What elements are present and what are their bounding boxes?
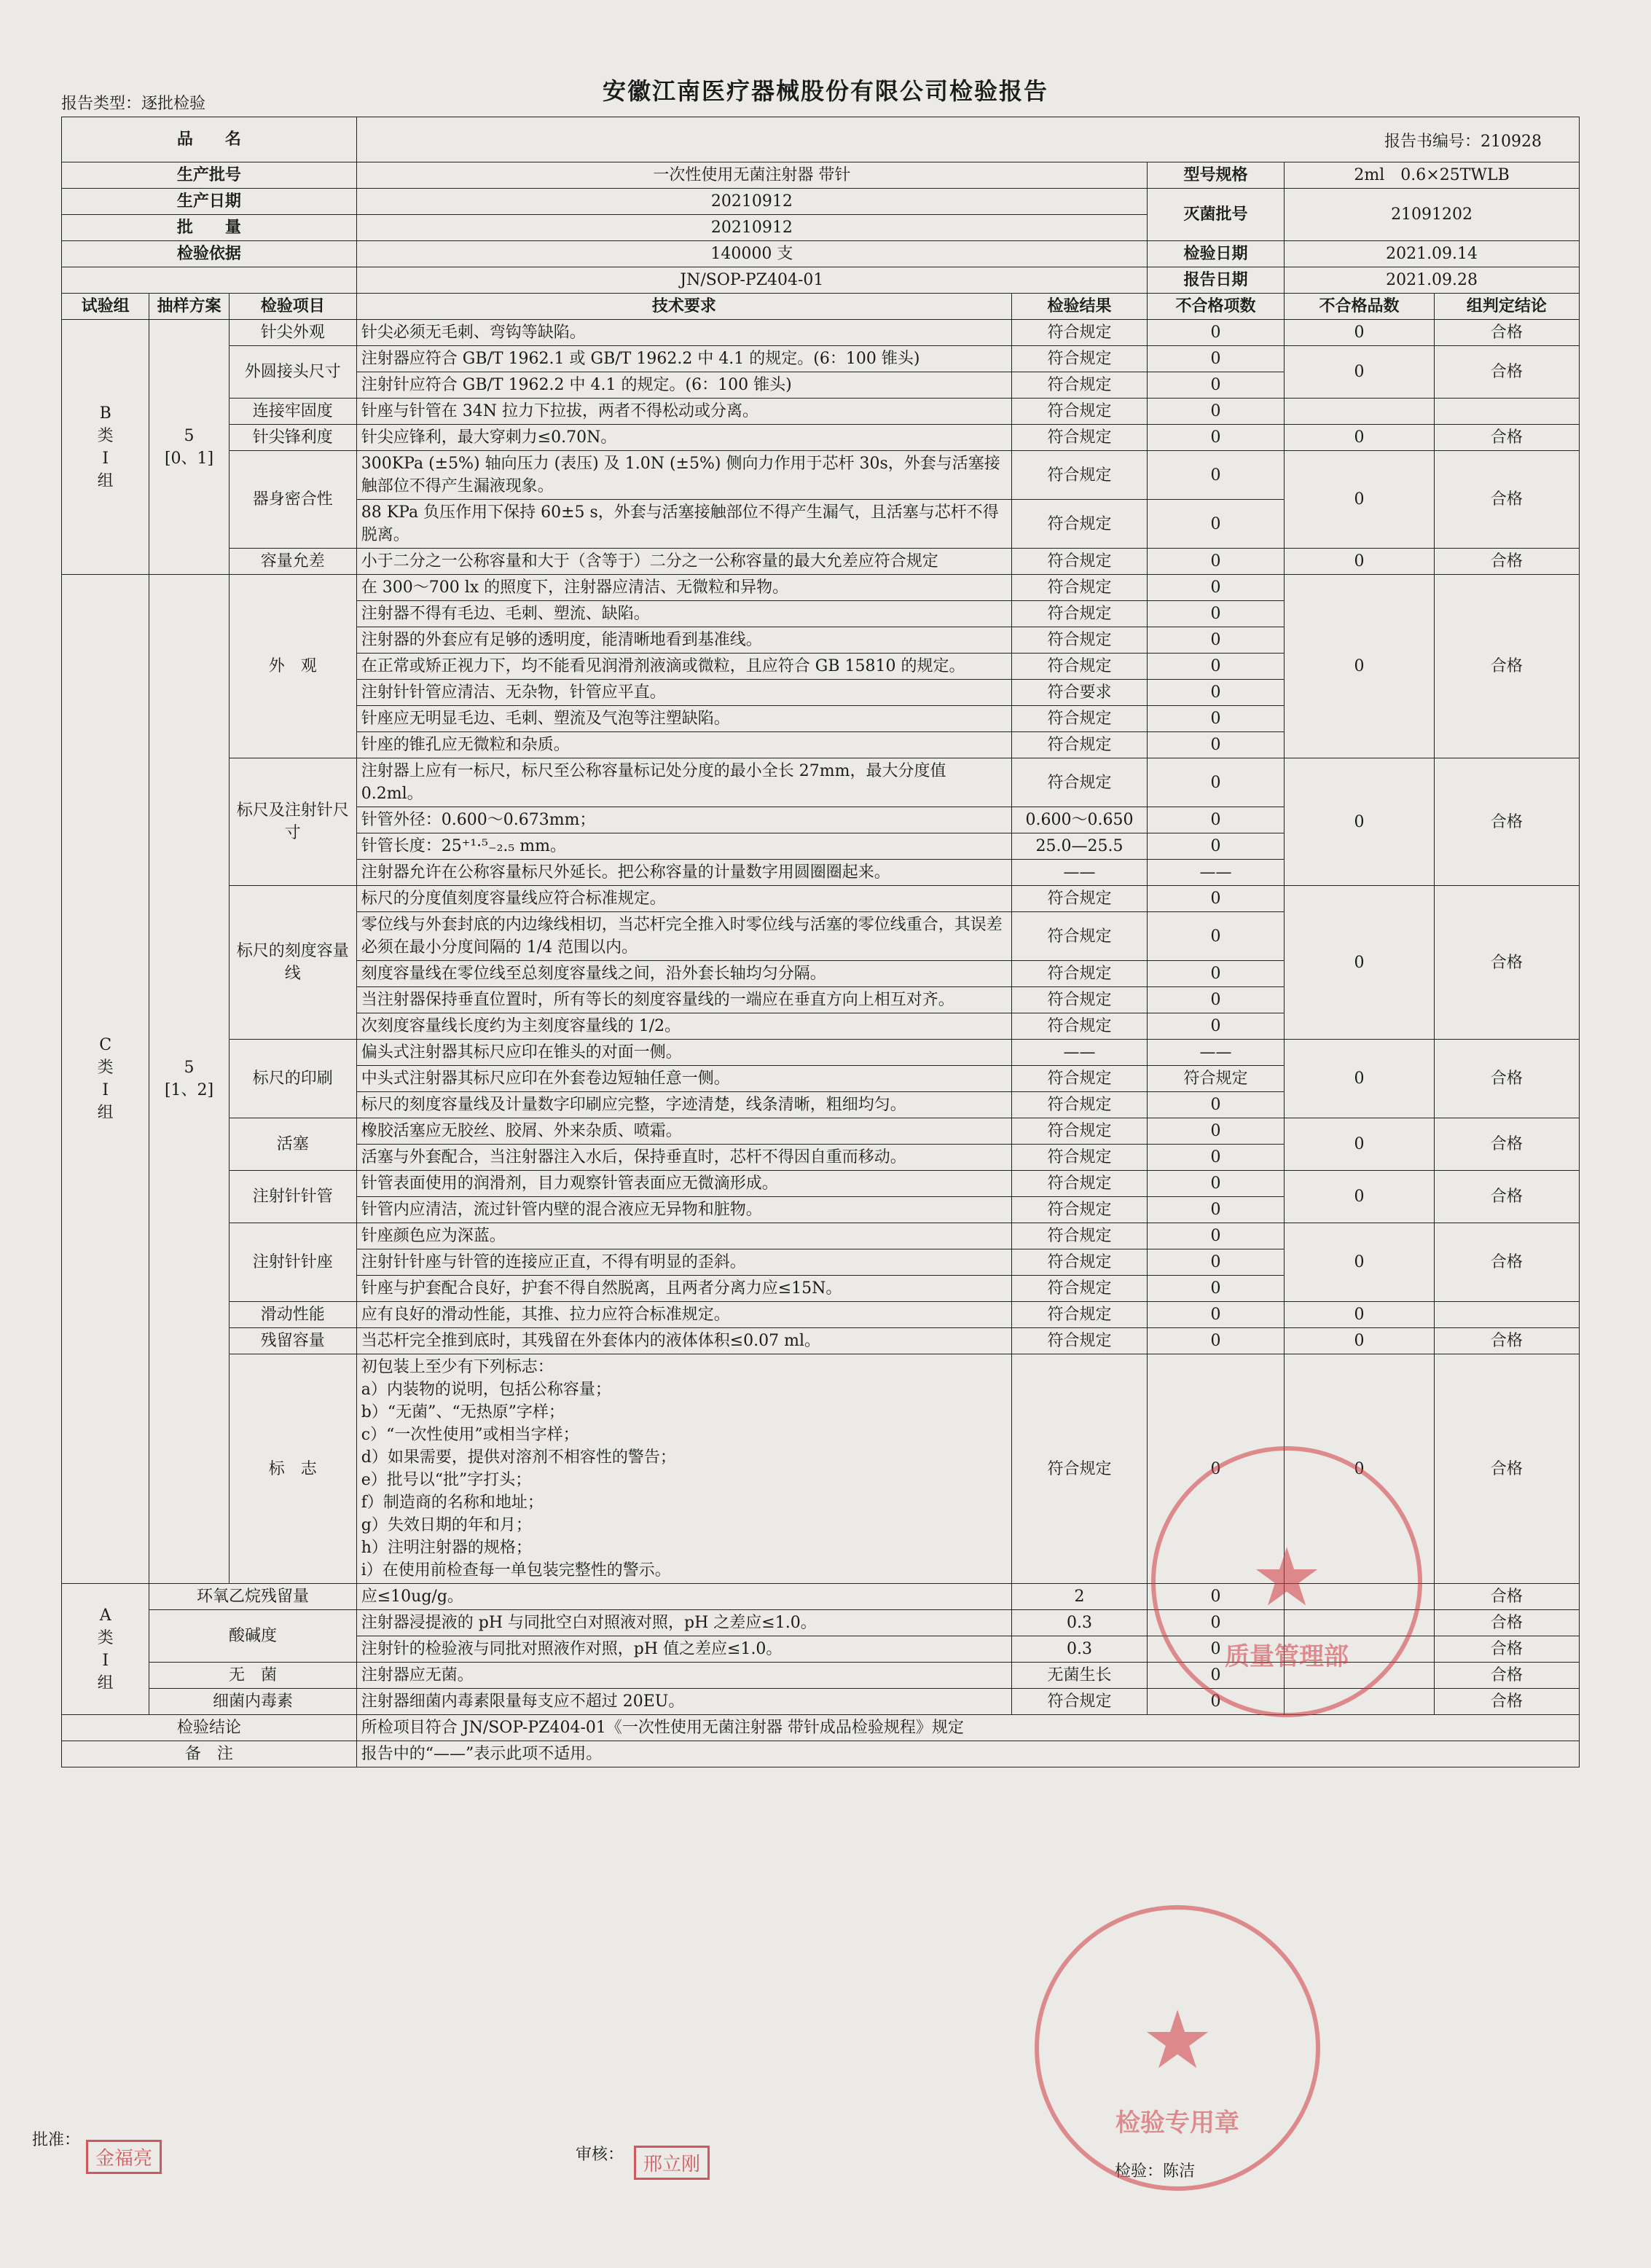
approve-label: 批准： bbox=[32, 2131, 81, 2149]
req: 针尖应锋利，最大穿刺力≤0.70N。 bbox=[356, 425, 1011, 451]
nc2: 0 bbox=[1285, 1302, 1435, 1328]
blank bbox=[1434, 1302, 1579, 1328]
nc2: 0 bbox=[1285, 758, 1435, 886]
blank bbox=[1285, 399, 1435, 425]
cc: 合格 bbox=[1434, 549, 1579, 575]
nc2: 0 bbox=[1285, 1354, 1435, 1584]
quantity: 140000 支 bbox=[356, 241, 1147, 267]
nc1: 0 bbox=[1147, 1223, 1284, 1249]
nc1: 0 bbox=[1147, 1145, 1284, 1171]
res: 25.0—25.5 bbox=[1012, 833, 1148, 860]
req: 针座与护套配合良好，护套不得自然脱离，且两者分离力应≤15N。 bbox=[356, 1276, 1011, 1302]
nc1: 0 bbox=[1147, 1197, 1284, 1223]
group-b: B 类 I 组 bbox=[62, 320, 149, 575]
table-row bbox=[62, 549, 1580, 575]
nc2: 0 bbox=[1285, 320, 1435, 346]
res: 符合规定 bbox=[1012, 1354, 1148, 1584]
col-item: 检验项目 bbox=[229, 294, 356, 320]
req: 注射器应无菌。 bbox=[356, 1663, 1011, 1689]
remark-label: 备 注 bbox=[62, 1741, 357, 1767]
req: 标尺的分度值刻度容量线应符合标准规定。 bbox=[356, 886, 1011, 912]
marking-line: h）注明注射器的规格； bbox=[361, 1539, 532, 1557]
remark-text: 报告中的“——”表示此项不适用。 bbox=[356, 1741, 1579, 1767]
res: 符合规定 bbox=[1012, 1092, 1148, 1118]
nc1: 0 bbox=[1147, 1118, 1284, 1145]
nc1: 0 bbox=[1147, 680, 1284, 706]
req: 橡胶活塞应无胶丝、胶屑、外来杂质、喷霜。 bbox=[356, 1118, 1011, 1145]
label-product-name: 品 名 bbox=[62, 117, 357, 162]
nc1: 0 bbox=[1147, 425, 1284, 451]
req: 应有良好的滑动性能，其推、拉力应符合标准规定。 bbox=[356, 1302, 1011, 1328]
nc1: 0 bbox=[1147, 1092, 1284, 1118]
inspection-seal: ★ 检验专用章 bbox=[1035, 1905, 1320, 2191]
nc1: 0 bbox=[1147, 706, 1284, 732]
req: 在 300～700 lx 的照度下，注射器应清洁、无微粒和异物。 bbox=[356, 575, 1011, 601]
res: 符合规定 bbox=[1012, 886, 1148, 912]
res: —— bbox=[1012, 860, 1148, 886]
quality-dept-seal: ★ 质量管理部 bbox=[1151, 1446, 1422, 1717]
table-row bbox=[62, 886, 1580, 912]
res: 符合规定 bbox=[1012, 320, 1148, 346]
report-type: 报告类型：逐批检验 bbox=[61, 95, 206, 113]
table-row bbox=[62, 451, 1580, 500]
approver-signature: 金福亮 bbox=[86, 2140, 162, 2174]
req: 注射器细菌内毒素限量每支应不超过 20EU。 bbox=[356, 1689, 1011, 1715]
model-spec: 2ml 0.6×25TWLB bbox=[1285, 162, 1580, 189]
table-row bbox=[62, 1223, 1580, 1249]
report-title: 安徽江南医疗器械股份有限公司检验报告 bbox=[602, 77, 1048, 105]
nc1: 0 bbox=[1147, 1013, 1284, 1040]
nc1: 0 bbox=[1147, 1328, 1284, 1354]
item: 酸碱度 bbox=[149, 1610, 356, 1663]
item: 标尺的刻度容量线 bbox=[229, 886, 356, 1040]
req: 注射针针座与针管的连接应正直，不得有明显的歪斜。 bbox=[356, 1249, 1011, 1276]
item: 器身密合性 bbox=[229, 451, 356, 549]
item: 注射针针管 bbox=[229, 1171, 356, 1223]
res: 符合要求 bbox=[1012, 680, 1148, 706]
res: 符合规定 bbox=[1012, 732, 1148, 758]
item: 残留容量 bbox=[229, 1328, 356, 1354]
res: 符合规定 bbox=[1012, 758, 1148, 807]
item: 活塞 bbox=[229, 1118, 356, 1171]
cc: 合格 bbox=[1434, 1328, 1579, 1354]
req: 注射器的外套应有足够的透明度，能清晰地看到基准线。 bbox=[356, 627, 1011, 654]
table-row bbox=[62, 1118, 1580, 1145]
col-nc-items: 不合格项数 bbox=[1147, 294, 1284, 320]
nc1: 0 bbox=[1147, 807, 1284, 833]
col-requirement: 技术要求 bbox=[356, 294, 1011, 320]
cc: 合格 bbox=[1434, 758, 1579, 886]
nc1: 0 bbox=[1147, 1610, 1284, 1636]
res: 0.3 bbox=[1012, 1610, 1148, 1636]
req: 零位线与外套封底的内边缘线相切，当芯杆完全推入时零位线与活塞的零位线重合，其误差必须在最小分度间隔的 1/4 范围以内。 bbox=[356, 912, 1011, 961]
conclusion-text: 所检项目符合 JN/SOP-PZ404-01《一次性使用无菌注射器 带针成品检验规程》规定 bbox=[356, 1715, 1579, 1741]
req: 注射器不得有毛边、毛刺、塑流、缺陷。 bbox=[356, 601, 1011, 627]
res: 符合规定 bbox=[1012, 575, 1148, 601]
nc1: 0 bbox=[1147, 1689, 1284, 1715]
res: 符合规定 bbox=[1012, 399, 1148, 425]
req: 当注射器保持垂直位置时，所有等长的刻度容量线的一端应在垂直方向上相互对齐。 bbox=[356, 987, 1011, 1013]
item: 滑动性能 bbox=[229, 1302, 356, 1328]
marking-line: a）内装物的说明，包括公称容量； bbox=[361, 1381, 611, 1399]
res: 符合规定 bbox=[1012, 1118, 1148, 1145]
res: 符合规定 bbox=[1012, 654, 1148, 680]
marking-line: f）制造商的名称和地址； bbox=[361, 1494, 544, 1512]
res: 无菌生长 bbox=[1012, 1663, 1148, 1689]
nc2: 0 bbox=[1285, 1171, 1435, 1223]
req: 针座的锥孔应无微粒和杂质。 bbox=[356, 732, 1011, 758]
cc: 合格 bbox=[1434, 1354, 1579, 1584]
req: 偏头式注射器其标尺应印在锥头的对面一侧。 bbox=[356, 1040, 1011, 1066]
col-nc-qty: 不合格品数 bbox=[1285, 294, 1435, 320]
item: 容量允差 bbox=[229, 549, 356, 575]
res: 2 bbox=[1012, 1584, 1148, 1610]
marking-line: b）“无菌”、“无热原”字样； bbox=[361, 1403, 565, 1421]
nc1: —— bbox=[1147, 860, 1284, 886]
col-conclusion: 组判定结论 bbox=[1434, 294, 1579, 320]
req: 小于二分之一公称容量和大于（含等于）二分之一公称容量的最大允差应符合规定 bbox=[356, 549, 1011, 575]
sterile-batch: 21091202 bbox=[1285, 189, 1580, 241]
nc1: 0 bbox=[1147, 833, 1284, 860]
cc: 合格 bbox=[1434, 886, 1579, 1040]
nc1: 0 bbox=[1147, 1171, 1284, 1197]
table-row bbox=[62, 399, 1580, 425]
req: 应≤10ug/g。 bbox=[356, 1584, 1011, 1610]
item: 标尺的印刷 bbox=[229, 1040, 356, 1118]
item: 针尖锋利度 bbox=[229, 425, 356, 451]
label-report-date: 报告日期 bbox=[1147, 267, 1284, 294]
res: 0.3 bbox=[1012, 1636, 1148, 1663]
table-row bbox=[62, 1171, 1580, 1197]
cc: 合格 bbox=[1434, 1689, 1579, 1715]
nc1: 0 bbox=[1147, 1663, 1284, 1689]
label-model: 型号规格 bbox=[1147, 162, 1284, 189]
nc1: 0 bbox=[1147, 575, 1284, 601]
nc2: 0 bbox=[1285, 1328, 1435, 1354]
table-row bbox=[62, 425, 1580, 451]
res: 符合规定 bbox=[1012, 1223, 1148, 1249]
group-a: A 类 I 组 bbox=[62, 1584, 149, 1715]
batch-number: 20210912 bbox=[356, 189, 1147, 215]
nc1: 0 bbox=[1147, 961, 1284, 987]
req: 针座应无明显毛边、毛刺、塑流及气泡等注塑缺陷。 bbox=[356, 706, 1011, 732]
product-name: 一次性使用无菌注射器 带针 bbox=[356, 162, 1147, 189]
table-row bbox=[62, 1302, 1580, 1328]
item: 标尺及注射针尺寸 bbox=[229, 758, 356, 886]
nc2: 0 bbox=[1285, 346, 1435, 399]
nc1: 0 bbox=[1147, 912, 1284, 961]
item: 外 观 bbox=[229, 575, 356, 758]
cc: 合格 bbox=[1434, 1584, 1579, 1610]
nc2: 0 bbox=[1285, 1040, 1435, 1118]
req: 当芯杆完全推到底时，其残留在外套体内的液体体积≤0.07 ml。 bbox=[356, 1328, 1011, 1354]
nc1: 0 bbox=[1147, 500, 1284, 549]
conclusion-label: 检验结论 bbox=[62, 1715, 357, 1741]
res: 符合规定 bbox=[1012, 549, 1148, 575]
label-sterile: 灭菌批号 bbox=[1147, 189, 1284, 241]
item: 环氧乙烷残留量 bbox=[149, 1584, 356, 1610]
item: 无 菌 bbox=[149, 1663, 356, 1689]
res: 符合规定 bbox=[1012, 372, 1148, 399]
report-date: 2021.09.28 bbox=[1285, 267, 1580, 294]
res: 符合规定 bbox=[1012, 500, 1148, 549]
req: 针管内应清洁，流过针管内壁的混合液应无异物和脏物。 bbox=[356, 1197, 1011, 1223]
table-row bbox=[62, 1741, 1580, 1767]
res: 符合规定 bbox=[1012, 601, 1148, 627]
cc: 合格 bbox=[1434, 1636, 1579, 1663]
inspect-date: 2021.09.14 bbox=[1285, 241, 1580, 267]
cc: 合格 bbox=[1434, 1610, 1579, 1636]
nc2: 0 bbox=[1285, 425, 1435, 451]
nc1: 0 bbox=[1147, 627, 1284, 654]
table-row bbox=[62, 320, 1580, 346]
col-plan: 抽样方案 bbox=[149, 294, 229, 320]
res: 符合规定 bbox=[1012, 425, 1148, 451]
nc1: 0 bbox=[1147, 451, 1284, 500]
cc: 合格 bbox=[1434, 1663, 1579, 1689]
res: 符合规定 bbox=[1012, 1171, 1148, 1197]
req: 注射器应符合 GB/T 1962.1 或 GB/T 1962.2 中 4.1 的规定。(6：100 锥头) bbox=[356, 346, 1011, 372]
req: 注射器允许在公称容量标尺外延长。把公称容量的计量数字用圆圈圈起来。 bbox=[356, 860, 1011, 886]
cc: 合格 bbox=[1434, 425, 1579, 451]
res: 符合规定 bbox=[1012, 1066, 1148, 1092]
blank bbox=[1434, 399, 1579, 425]
cc: 合格 bbox=[1434, 451, 1579, 549]
nc2: 0 bbox=[1285, 1223, 1435, 1302]
cc: 合格 bbox=[1434, 1223, 1579, 1302]
reviewer-signature: 邢立刚 bbox=[634, 2146, 710, 2180]
res: 符合规定 bbox=[1012, 1328, 1148, 1354]
req: 针座与针管在 34N 拉力下拉拔，两者不得松动或分离。 bbox=[356, 399, 1011, 425]
nc1: 0 bbox=[1147, 886, 1284, 912]
res: 符合规定 bbox=[1012, 1276, 1148, 1302]
nc1: 0 bbox=[1147, 346, 1284, 372]
nc1: 0 bbox=[1147, 1636, 1284, 1663]
req: 次刻度容量线长度约为主刻度容量线的 1/2。 bbox=[356, 1013, 1011, 1040]
req: 针管表面使用的润滑剂，目力观察针管表面应无微滴形成。 bbox=[356, 1171, 1011, 1197]
item: 标 志 bbox=[229, 1354, 356, 1584]
res: 符合规定 bbox=[1012, 1302, 1148, 1328]
nc1: 0 bbox=[1147, 732, 1284, 758]
nc1: 0 bbox=[1147, 399, 1284, 425]
res: 符合规定 bbox=[1012, 987, 1148, 1013]
cc: 合格 bbox=[1434, 1040, 1579, 1118]
nc1: 0 bbox=[1147, 987, 1284, 1013]
table-row bbox=[62, 758, 1580, 807]
group-c: C 类 I 组 bbox=[62, 575, 149, 1584]
label-prod-date: 生产日期 bbox=[62, 189, 357, 215]
req: 注射针的检验液与同批对照液作对照，pH 值之差应≤1.0。 bbox=[356, 1636, 1011, 1663]
nc2: 0 bbox=[1285, 575, 1435, 758]
table-row bbox=[62, 346, 1580, 372]
marking-line: 初包装上至少有下列标志： bbox=[361, 1358, 554, 1376]
nc1: 0 bbox=[1147, 1354, 1284, 1584]
req: 注射针应符合 GB/T 1962.2 中 4.1 的规定。(6：100 锥头) bbox=[356, 372, 1011, 399]
req: 针座颜色应为深蓝。 bbox=[356, 1223, 1011, 1249]
nc1: 0 bbox=[1147, 654, 1284, 680]
plan-c: 5 [1、2] bbox=[149, 575, 229, 1584]
req: 注射器浸提液的 pH 与同批空白对照液对照，pH 之差应≤1.0。 bbox=[356, 1610, 1011, 1636]
nc1: 0 bbox=[1147, 549, 1284, 575]
nc1: 符合规定 bbox=[1147, 1066, 1284, 1092]
table-row bbox=[62, 575, 1580, 601]
label-quantity: 批 量 bbox=[62, 215, 357, 241]
nc1: —— bbox=[1147, 1040, 1284, 1066]
cc: 合格 bbox=[1434, 346, 1579, 399]
req: 刻度容量线在零位线至总刻度容量线之间，沿外套长轴均匀分隔。 bbox=[356, 961, 1011, 987]
nc1: 0 bbox=[1147, 1302, 1284, 1328]
nc2: 0 bbox=[1285, 1118, 1435, 1171]
table-row bbox=[62, 1715, 1580, 1741]
nc1: 0 bbox=[1147, 1584, 1284, 1610]
production-date: 20210912 bbox=[356, 215, 1147, 241]
item: 外圆接头尺寸 bbox=[229, 346, 356, 399]
plan-b: 5 [0、1] bbox=[149, 320, 229, 575]
req: 注射针针管应清洁、无杂物，针管应平直。 bbox=[356, 680, 1011, 706]
inspector: 检验：陈洁 bbox=[1115, 2162, 1196, 2181]
res: 0.600～0.650 bbox=[1012, 807, 1148, 833]
req-marking bbox=[356, 1354, 1011, 1584]
col-group: 试验组 bbox=[62, 294, 149, 320]
res: 符合规定 bbox=[1012, 1013, 1148, 1040]
review-label: 审核： bbox=[576, 2146, 624, 2164]
res: 符合规定 bbox=[1012, 1197, 1148, 1223]
res: 符合规定 bbox=[1012, 961, 1148, 987]
req: 针管外径：0.600～0.673mm； bbox=[356, 807, 1011, 833]
item: 细菌内毒素 bbox=[149, 1689, 356, 1715]
inspection-basis: JN/SOP-PZ404-01 bbox=[356, 267, 1147, 294]
req: 针尖必须无毛刺、弯钩等缺陷。 bbox=[356, 320, 1011, 346]
table-row bbox=[62, 1040, 1580, 1066]
col-result: 检验结果 bbox=[1012, 294, 1148, 320]
item: 连接牢固度 bbox=[229, 399, 356, 425]
nc1: 0 bbox=[1147, 372, 1284, 399]
cc: 合格 bbox=[1434, 575, 1579, 758]
res: 符合规定 bbox=[1012, 912, 1148, 961]
nc2: 0 bbox=[1285, 549, 1435, 575]
req: 中头式注射器其标尺应印在外套卷边短轴任意一侧。 bbox=[356, 1066, 1011, 1092]
report-number: 报告书编号：210928 bbox=[1384, 133, 1542, 151]
nc2: 0 bbox=[1285, 451, 1435, 549]
res: 符合规定 bbox=[1012, 627, 1148, 654]
req: 注射器上应有一标尺，标尺至公称容量标记处分度的最小全长 27mm，最大分度值 0.2ml。 bbox=[356, 758, 1011, 807]
nc1: 0 bbox=[1147, 1249, 1284, 1276]
item: 针尖外观 bbox=[229, 320, 356, 346]
req: 标尺的刻度容量线及计量数字印刷应完整，字迹清楚，线条清晰，粗细均匀。 bbox=[356, 1092, 1011, 1118]
nc2: 0 bbox=[1285, 886, 1435, 1040]
marking-line: e）批号以“批”字打头； bbox=[361, 1471, 532, 1489]
res: 符合规定 bbox=[1012, 706, 1148, 732]
req: 活塞与外套配合，当注射器注入水后，保持垂直时，芯杆不得因自重而移动。 bbox=[356, 1145, 1011, 1171]
cc: 合格 bbox=[1434, 1171, 1579, 1223]
item: 注射针针座 bbox=[229, 1223, 356, 1302]
cc: 合格 bbox=[1434, 1118, 1579, 1171]
res: 符合规定 bbox=[1012, 1249, 1148, 1276]
req: 针管长度：25⁺¹·⁵₋₂.₅ mm。 bbox=[356, 833, 1011, 860]
req: 在正常或矫正视力下，均不能看见润滑剂液滴或微粒，且应符合 GB 15810 的规定。 bbox=[356, 654, 1011, 680]
res: 符合规定 bbox=[1012, 1145, 1148, 1171]
label-basis: 检验依据 bbox=[62, 241, 357, 267]
nc1: 0 bbox=[1147, 320, 1284, 346]
marking-line: c）“一次性使用”或相当字样； bbox=[361, 1426, 579, 1444]
table-row bbox=[62, 1328, 1580, 1354]
marking-line: i）在使用前检查每一单包装完整性的警示。 bbox=[361, 1561, 671, 1580]
req: 300KPa (±5%) 轴向压力 (表压) 及 1.0N (±5%) 侧向力作用于芯杆 30s，外套与活塞接触部位不得产生漏液现象。 bbox=[356, 451, 1011, 500]
res: 符合规定 bbox=[1012, 451, 1148, 500]
label-inspect-date: 检验日期 bbox=[1147, 241, 1284, 267]
nc1: 0 bbox=[1147, 1276, 1284, 1302]
res: 符合规定 bbox=[1012, 1689, 1148, 1715]
res: 符合规定 bbox=[1012, 346, 1148, 372]
marking-line: g）失效日期的年和月； bbox=[361, 1516, 532, 1534]
nc1: 0 bbox=[1147, 758, 1284, 807]
marking-line: d）如果需要，提供对溶剂不相容性的警告； bbox=[361, 1448, 676, 1467]
nc1: 0 bbox=[1147, 601, 1284, 627]
res: —— bbox=[1012, 1040, 1148, 1066]
cc: 合格 bbox=[1434, 320, 1579, 346]
label-batch: 生产批号 bbox=[62, 162, 357, 189]
req: 88 KPa 负压作用下保持 60±5 s，外套与活塞接触部位不得产生漏气，且活塞与芯杆不得脱离。 bbox=[356, 500, 1011, 549]
